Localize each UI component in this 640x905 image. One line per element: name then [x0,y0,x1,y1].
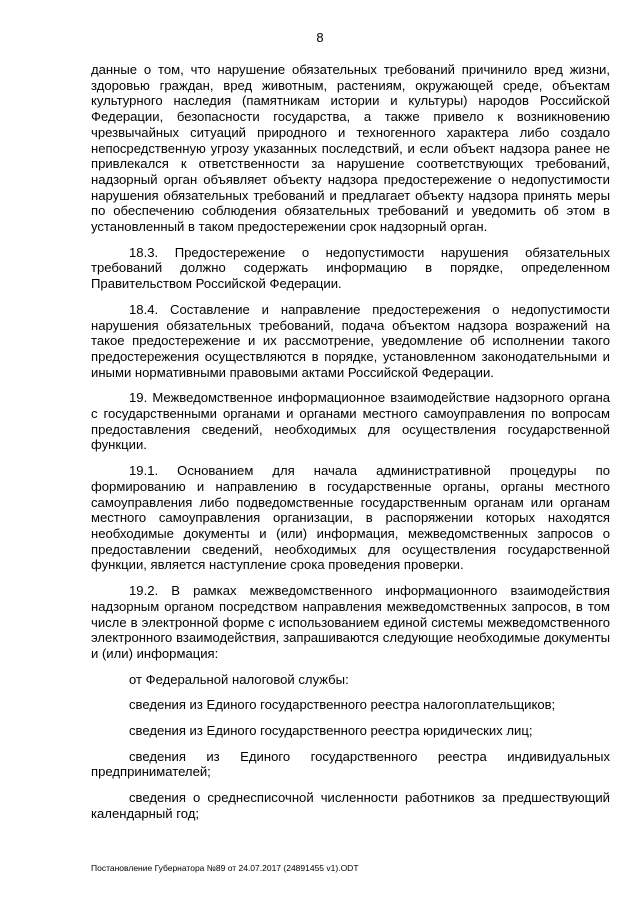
list-item-fns: от Федеральной налоговой службы: [129,671,349,687]
paragraph-19: 19. Межведомственное информационное взаимодействие надзорного органа с государственными органами и органами местного самоуправления по вопросам предоставления сведений, необходимых для осуществления государственной функции. [91,390,610,453]
list-item-legal-entities-registry: сведения из Единого государственного реестра юридических лиц; [129,723,533,739]
list-item-taxpayers-registry: сведения из Единого государственного реестра налогоплательщиков; [129,697,556,713]
page-number: 8 [316,30,324,45]
paragraph-19-2: 19.2. В рамках межведомственного информационного взаимодействия надзорным органом посредством направления межведомственных запросов, в том числе в электронной форме с использованием единой системы межведомственного электронного взаимодействия, запрашиваются следующие необходимые документы и (или) информация: [91,583,610,661]
document-footer: Постановление Губернатора №89 от 24.07.2017 (24891455 v1).ODT [91,863,359,873]
paragraph-continuation: данные о том, что нарушение обязательных требований причинило вред жизни, здоровью граждан, вред животным, растениям, окружающей среде, объектам культурного наследия (памятникам истории и культуры) народов Российской Федерации, безопасности государства, а также привело к возникновению чрезвычайных ситуаций природного и техногенного характера либо создало непосредственную угрозу указанных последствий, и если объект надзора ранее не привлекался к ответственности за нарушение соответствующих требований, надзорный орган объявляет объекту надзора предостережение о недопустимости нарушения обязательных требований и предлагает объекту надзора принять меры по обеспечению соблюдения обязательных требований и уведомить об этом в установленный в таком предостережении срок надзорный орган. [91,62,610,235]
paragraph-18-4: 18.4. Составление и направление предостережения о недопустимости нарушения обязательных требований, подача объектом надзора возражений на такое предостережение и их рассмотрение, уведомление об исполнении такого предостережения осуществляются в порядке, установленном законодательными и иными нормативными правовыми актами Российской Федерации. [91,301,610,380]
list-item-headcount: сведения о среднесписочной численности работников за предшествующий календарный год; [91,790,610,821]
list-item-entrepreneurs-registry: сведения из Единого государственного реестра индивидуальных предпринимателей; [91,748,610,780]
paragraph-19-1: 19.1. Основанием для начала административной процедуры по формированию и направлению в государственные органы, органы местного самоуправления либо подведомственные государственным органам или органам местного самоуправления организации, в распоряжении которых находятся необходимые документы и (или) информация, межведомственных запросов о предоставлении сведений, необходимых для осуществления государственной функции, является наступление срока проведения проверки. [91,463,610,573]
document-body [91,62,610,832]
paragraph-18-3: 18.3. Предостережение о недопустимости нарушения обязательных требований должно содержать информацию в порядке, определенном Правительством Российской Федерации. [91,244,610,292]
